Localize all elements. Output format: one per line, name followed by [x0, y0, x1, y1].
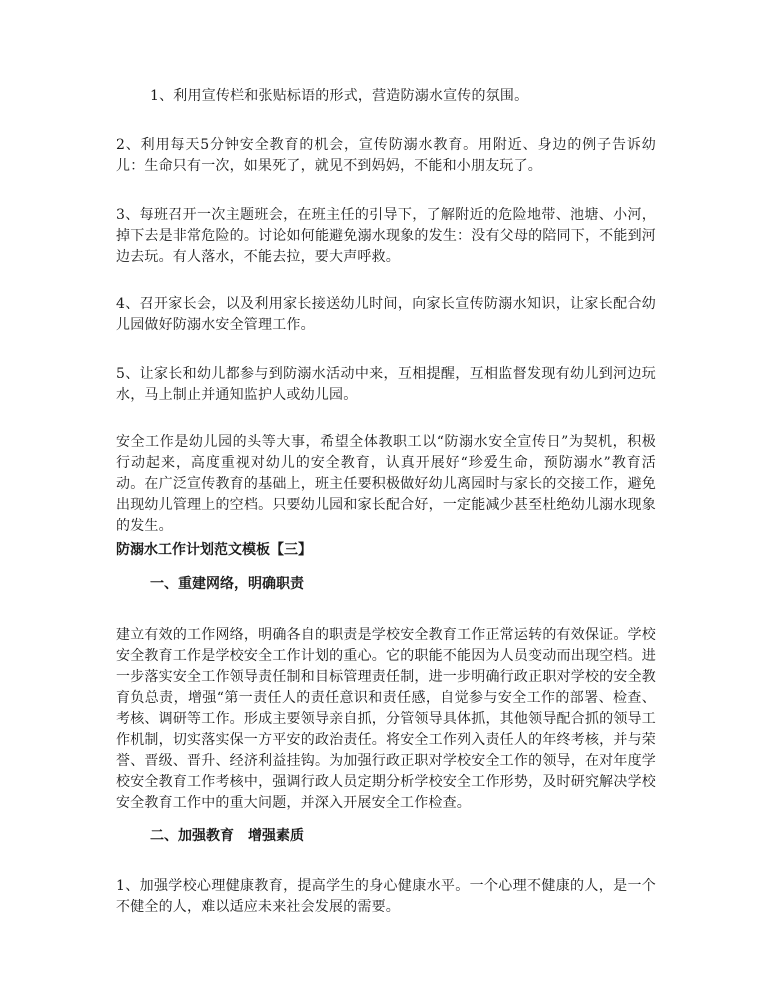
- subsection-title-1: 一、重建网络，明确职责: [150, 576, 304, 592]
- list-item-5: 5、让家长和幼儿都参与到防溺水活动中来，互相提醒，互相监督发现有幼儿到河边玩水，马上制止并通知监护人或幼儿园。: [116, 366, 656, 403]
- list-item-3: 3、每班召开一次主题班会，在班主任的引导下，了解附近的危险地带、池塘、小河，掉下去是非常危险的。讨论如何能避免溺水现象的发生：没有父母的陪同下，不能到河边去玩。有人落水，不能去拉，要大声呼救。: [116, 207, 656, 265]
- list-item-2: 2、利用每天5分钟安全教育的机会，宣传防溺水教育。用附近、身边的例子告诉幼儿：生命只有一次，如果死了，就见不到妈妈，不能和小朋友玩了。: [116, 137, 656, 174]
- section-title: 防溺水工作计划范文模板【三】: [116, 542, 312, 558]
- subsection-title-2: 二、加强教育 增强素质: [150, 828, 304, 844]
- subsection-body-1: 建立有效的工作网络，明确各自的职责是学校安全教育工作正常运转的有效保证。学校安全教育工作是学校安全工作计划的重心。它的职能不能因为人员变动而出现空档。进一步落实安全工作领导责任制和目标管理责任制，进一步明确行政正职对学校的安全教育负总责，增强“第一责任人的责任意识和责任感，自觉参与安全工作的部署、检查、考核、调研等工作。形成主要领导亲自抓，分管领导具体抓，其他领导配合抓的领导工作机制，切实落实保一方平安的政治责任。将安全工作列入责任人的年终考核，并与荣誉、晋级、晋升、经济利益挂钩。为加强行政正职对学校安全工作的领导，在对年度学校安全教育工作考核中，强调行政人员定期分析学校安全工作形势，及时研究解决学校安全教育工作中的重大问题，并深入开展安全工作检查。: [116, 627, 656, 811]
- list-item-4: 4、召开家长会，以及利用家长接送幼儿时间，向家长宣传防溺水知识，让家长配合幼儿园做好防溺水安全管理工作。: [116, 296, 656, 333]
- list-item-1: 1、利用宣传栏和张贴标语的形式，营造防溺水宣传的氛围。: [150, 88, 529, 104]
- subsection-item-1: 1、加强学校心理健康教育，提高学生的身心健康水平。一个心理不健康的人，是一个不健全的人，难以适应未来社会发展的需要。: [116, 878, 656, 915]
- summary-paragraph: 安全工作是幼儿园的头等大事，希望全体教职工以“防溺水安全宣传日”为契机，积极行动起来，高度重视对幼儿的安全教育，认真开展好“珍爱生命，预防溺水”教育活动。在广泛宣传教育的基础上，班主任要积极做好幼儿离园时与家长的交接工作，避免出现幼儿管理上的空档。只要幼儿园和家长配合好，一定能减少甚至杜绝幼儿溺水现象的发生。: [116, 434, 656, 534]
